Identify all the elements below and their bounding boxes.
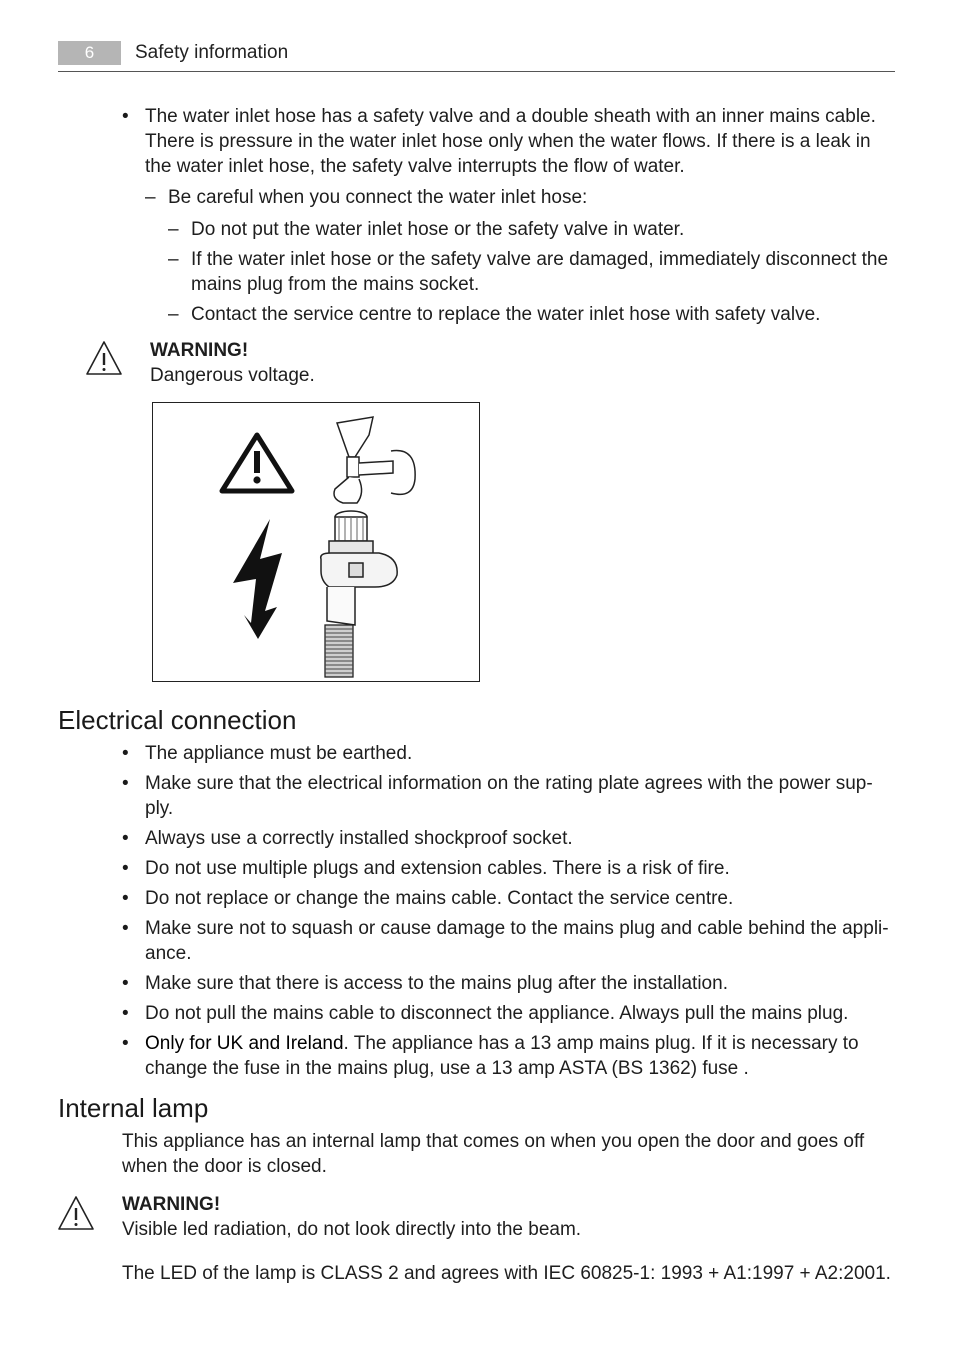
warning-label: WARNING!	[150, 340, 249, 361]
subsub-item: Do not put the water inlet hose or the safety valve in water.	[191, 219, 685, 240]
list-item: Make sure not to squash or cause damage to the mains plug and cable behind the appli-	[145, 918, 889, 939]
subsub-item: If the water inlet hose or the safety valve are damaged, immediately disconnect the	[191, 249, 889, 270]
section-heading-lamp: Internal lamp	[58, 1093, 209, 1123]
lightning-bolt-icon	[233, 519, 282, 639]
section-title: Safety information	[135, 42, 289, 63]
hose-valve-illustration	[153, 403, 479, 681]
bullet-marker: •	[122, 1003, 129, 1024]
sub-item: Be careful when you connect the water inlet hose:	[168, 187, 588, 208]
water-tap-icon	[334, 417, 415, 503]
list-item: Do not use multiple plugs and extension cables. There is a risk of fire.	[145, 858, 730, 879]
subsub-item: mains plug from the mains socket.	[191, 274, 480, 295]
bullet-marker: •	[122, 773, 129, 794]
page-number: 6	[58, 41, 121, 65]
bullet-marker: •	[122, 918, 129, 939]
dash-marker: –	[168, 304, 179, 325]
dash-marker: –	[168, 219, 179, 240]
bullet-marker: •	[122, 858, 129, 879]
dash-marker: –	[145, 187, 156, 208]
list-item-uk-line2: change the fuse in the mains plug, use a 13 amp ASTA (BS 1362) fuse .	[145, 1058, 749, 1079]
bullet-marker: •	[122, 1033, 129, 1054]
section-heading-electrical: Electrical connection	[58, 705, 297, 735]
bullet-marker: •	[122, 888, 129, 909]
list-item: Make sure that there is access to the mains plug after the installation.	[145, 973, 728, 994]
list-item: Do not replace or change the mains cable. Contact the service centre.	[145, 888, 734, 909]
uk-rest: . The appliance has a 13 amp mains plug. If it is necessary to	[343, 1033, 859, 1054]
subsub-item: Contact the service centre to replace the water inlet hose with safety valve.	[191, 304, 821, 325]
list-item-uk	[145, 1031, 859, 1056]
list-item: Make sure that the electrical information on the rating plate agrees with the power sup-	[145, 773, 873, 794]
warning-text: Visible led radiation, do not look directly into the beam.	[122, 1219, 582, 1240]
inlet-hose-icon	[325, 625, 353, 677]
list-item: The appliance must be earthed.	[145, 743, 413, 764]
safety-valve-icon	[321, 511, 397, 625]
led-class-text: The LED of the lamp is CLASS 2 and agrees with IEC 60825-1: 1993 + A1:1997 + A2:2001.	[122, 1263, 891, 1284]
uk-lead: Only for UK and Ireland	[145, 1033, 344, 1054]
bullet-marker: •	[122, 106, 129, 127]
page-header	[58, 41, 895, 72]
lamp-paragraph: This appliance has an internal lamp that comes on when you open the door and goes off	[122, 1131, 865, 1152]
warning-label: WARNING!	[122, 1194, 221, 1215]
warning-text: Dangerous voltage.	[150, 365, 315, 386]
list-item: ply.	[145, 798, 174, 819]
bullet-marker: •	[122, 743, 129, 764]
warning-triangle-icon	[84, 339, 124, 377]
bullet-marker: •	[122, 973, 129, 994]
dangerous-voltage-illustration	[152, 402, 480, 682]
dash-marker: –	[168, 249, 179, 270]
list-item: ance.	[145, 943, 192, 964]
bullet-marker: •	[122, 828, 129, 849]
intro-bullet-line: the water inlet hose, the safety valve interrupts the flow of water.	[145, 156, 685, 177]
intro-bullet-line: There is pressure in the water inlet hose only when the water flows. If there is a leak in	[145, 131, 871, 152]
list-item: Do not pull the mains cable to disconnect the appliance. Always pull the mains plug.	[145, 1003, 849, 1024]
warning-triangle-icon	[56, 1194, 96, 1232]
intro-bullet-line: The water inlet hose has a safety valve and a double sheath with an inner mains cable.	[145, 106, 876, 127]
warning-triangle-icon	[222, 435, 292, 491]
lamp-paragraph: when the door is closed.	[122, 1156, 327, 1177]
list-item: Always use a correctly installed shockproof socket.	[145, 828, 573, 849]
